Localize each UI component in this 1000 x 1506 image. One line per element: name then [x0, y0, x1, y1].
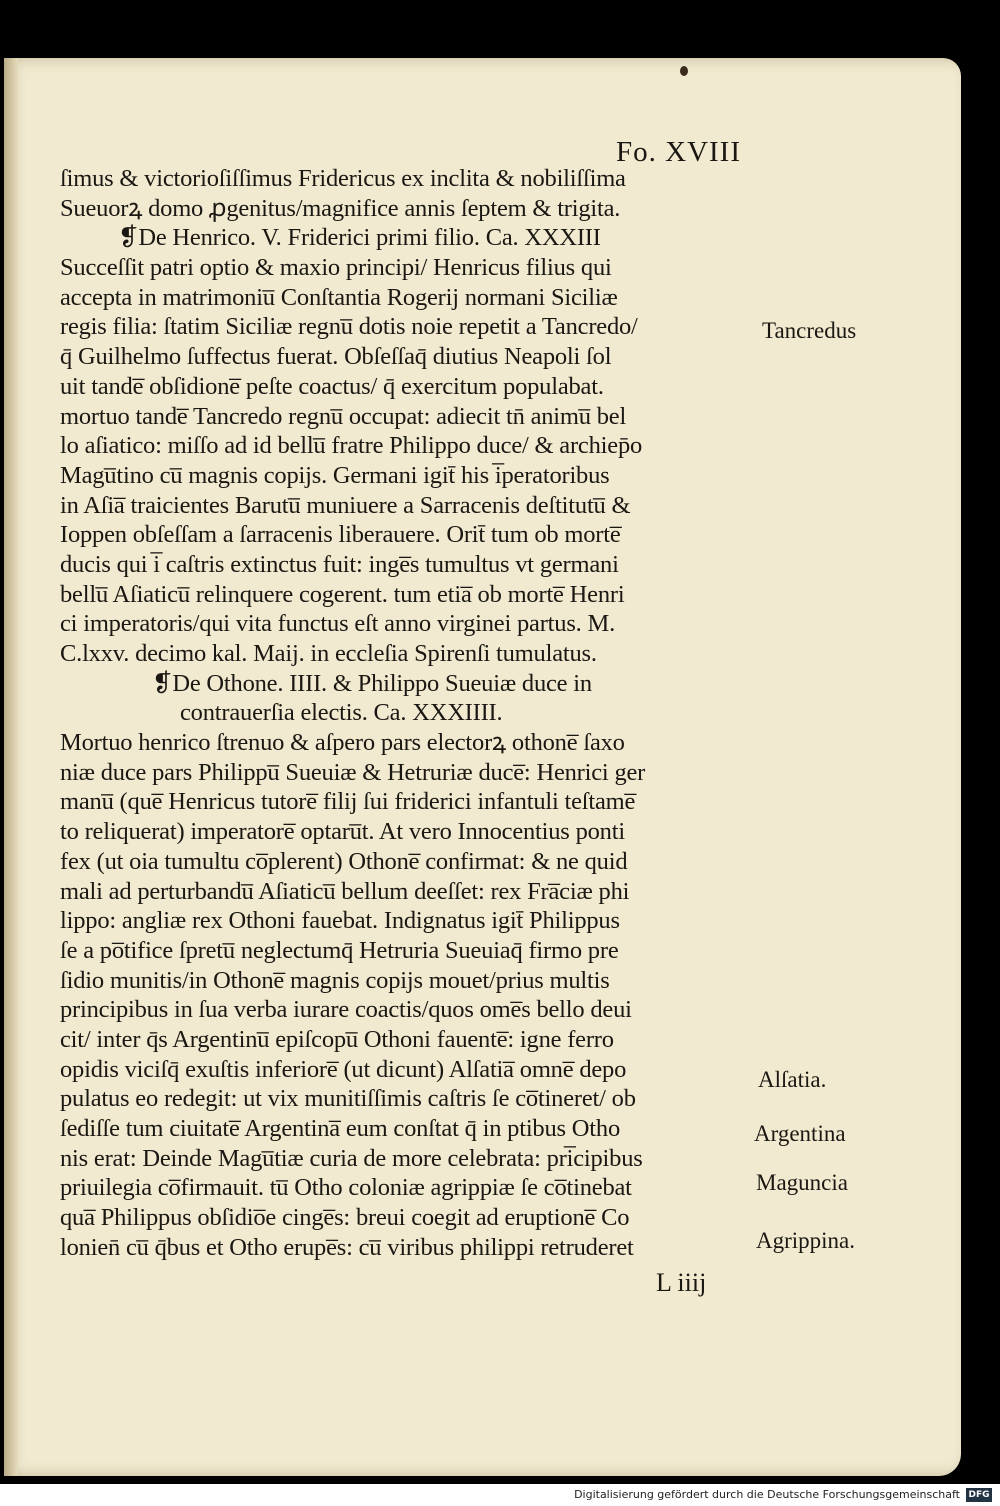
text-line: niæ duce pars Philippu̅ Sueuiæ & Hetruriæ duce̅: Henrici ger: [60, 758, 646, 786]
text-line: in Aſia̅ traicientes Barutu̅ muniuere a Sarracenis deſtitutu̅ &: [60, 491, 631, 519]
text-line: pulatus eo redegit: ut vix munitiſſimis caſtris ſe co̅tineret/ ob: [60, 1085, 636, 1113]
dfg-logo: DFG: [966, 1488, 992, 1502]
text-line: ❡De Othone. IIII. & Philippo Sueuiæ duce in: [152, 669, 592, 697]
text-line: fex (ut oia tumultu co̅plerent) Othone̅ confirmat: & ne quid: [60, 847, 628, 875]
marginal-note: Agrippina.: [756, 1228, 856, 1253]
text-line: mortuo tande̅ Tancredo regnu̅ occupat: adiecit tn̄ animu̅ bel: [60, 402, 627, 430]
text-line: ſimus & victorioſiſſimus Fridericus ex inclita & nobiliſſima: [60, 165, 626, 192]
marginal-note: Maguncia: [756, 1170, 848, 1195]
text-line: lo aſiatico: miſſo ad id bellu̅ fratre Philippo duce/ & archiep̄o: [60, 432, 643, 460]
text-line: bellu̅ Aſiaticu̅ relinquere cogerent. tum etia̅ ob morte̅ Henri: [60, 580, 625, 608]
text-line: manu̅ (que̅ Henricus tutore̅ filij ſui friderici infantuli teſtame̅: [60, 788, 636, 816]
marginal-note: Argentina: [754, 1121, 846, 1146]
text-line: Ioppen obſeſſam a ſarracenis liberauere. Orit̄ tum ob morte̅: [60, 521, 621, 549]
marginal-note: Tancredus: [762, 318, 857, 343]
text-line: priuilegia co̅firmauit. tu̅ Otho coloniæ agrippiæ ſe co̅tinebat: [60, 1174, 632, 1202]
main-text-block: [60, 164, 750, 1262]
text-line: lonien̄ cu̅ q̄bus et Otho erupe̅s: cu̅ viribus philippi retruderet: [60, 1233, 634, 1261]
text-line: accepta in matrimoniu̅ Conſtantia Rogerij normani Siciliæ: [60, 283, 618, 311]
text-line: regis filia: ſtatim Siciliæ regnu̅ dotis noie repetit a Tancredo/: [60, 313, 638, 341]
text-line: opidis viciſq̄ exuſtis inferiore̅ (ut dicunt) Alſatia̅ omne̅ depo: [60, 1055, 627, 1083]
text-line: Succeſſit patri optio & maxio principi/ Henricus filius qui: [60, 254, 612, 282]
text-line: ci imperatoris/qui vita functus eſt anno virginei partus. M.: [60, 610, 616, 638]
text-line: lippo: angliæ rex Othoni fauebat. Indignatus igit̄ Philippus: [60, 907, 620, 935]
marginal-note: Alſatia.: [758, 1067, 827, 1092]
footer-credit: Digitalisierung gefördert durch die Deutsche Forschungsgemeinschaft: [574, 1488, 960, 1501]
folio-number: Fo. XVIII: [616, 136, 741, 168]
text-line: ducis qui i̅ caſtris extinctus fuit: inge̅s tumultus vt germani: [60, 550, 619, 578]
text-line: uit tande̅ obſidione̅ peſte coactus/ q̄ exercitum populabat.: [60, 372, 604, 400]
text-line: ſe a po̅tifice ſpretu̅ neglectumq̄ Hetruria Sueuiaq̄ firmo pre: [60, 936, 619, 964]
text-line: qua̅ Philippus obſidio̅e cinge̅s: breui coegit ad eruptione̅ Co: [60, 1204, 630, 1232]
text-line: principibus in ſua verba iurare coactis/quos ome̅s bello deui: [60, 996, 632, 1024]
text-line: mali ad perturbandu̅ Aſiaticu̅ bellum deeſſet: rex Fra̅ciæ phi: [60, 877, 630, 905]
text-line: to reliquerat) imperatore̅ optaru̅t. At vero Innocentius ponti: [60, 818, 625, 846]
text-line: ſediſſe tum ciuitate̅ Argentina̅ eum conſtat q̄ in ptibus Otho: [60, 1115, 620, 1142]
text-line: Mortuo henrico ſtrenuo & aſpero pars electorꝝ othone̅ ſaxo: [60, 729, 625, 757]
text-line: C.lxxv. decimo kal. Maij. in eccleſia Spirenſi tumulatus.: [60, 640, 597, 667]
text-line: contrauerſia electis. Ca. XXXIIII.: [180, 699, 503, 727]
text-line: ❡De Henrico. V. Friderici primi filio. Ca. XXXIII: [118, 224, 601, 252]
ink-spot: [680, 66, 688, 76]
text-line: cit/ inter q̄s Argentinu̅ epiſcopu̅ Othoni fauente̅: igne ferro: [60, 1025, 614, 1053]
signature-mark: L iiij: [656, 1268, 707, 1297]
text-line: q̄ Guilhelmo ſuffectus fuerat. Obſeſſaq̄ diutius Neapoli ſol: [60, 343, 612, 371]
text-line: Magu̅tino cu̅ magnis copijs. Germani igit̄ his i̅peratoribus: [60, 461, 610, 489]
text-line: nis erat: Deinde Magu̅tiæ curia de more celebrata: pri̅cipibus: [60, 1144, 643, 1172]
text-line: ſidio munitis/in Othone̅ magnis copijs mouet/prius multis: [60, 966, 610, 994]
text-line: Sueuorꝝ domo ꝓgenitus/magnifice annis ſeptem & trigita.: [60, 194, 621, 222]
footer-bar: [0, 1484, 1000, 1506]
